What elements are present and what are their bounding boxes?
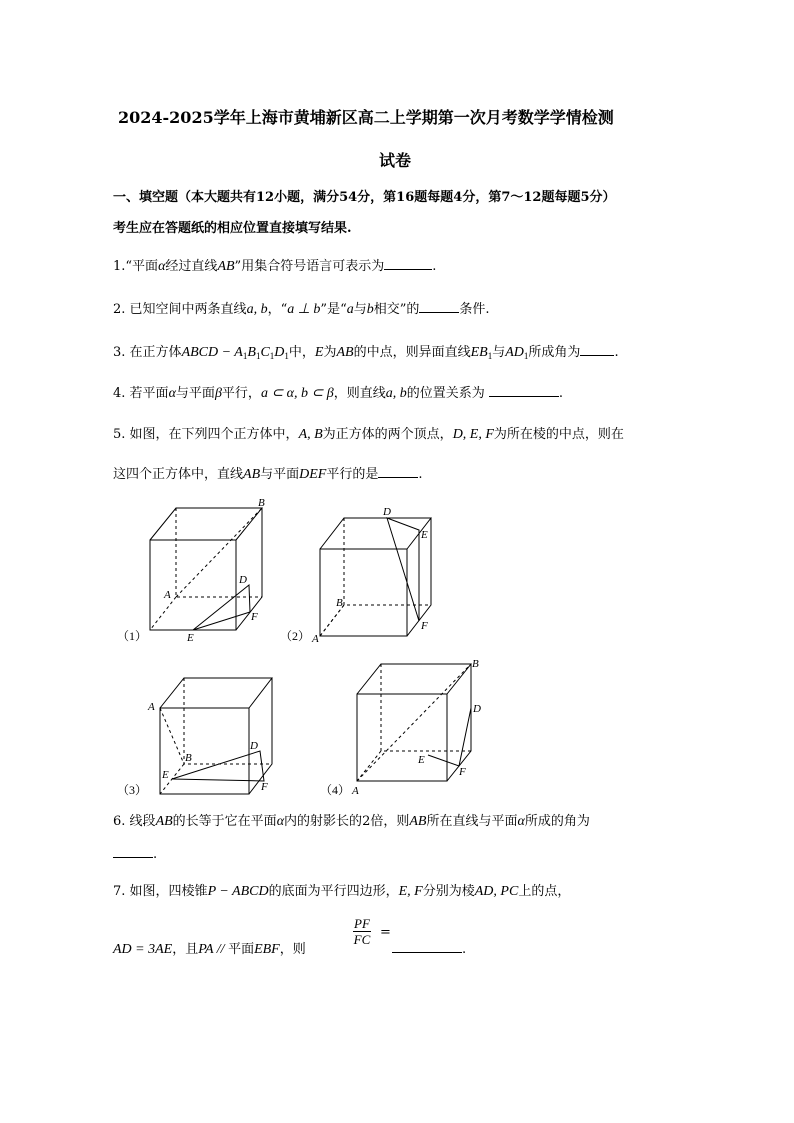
question-4: 4. 若平面α与平面β平行，a ⊂ α, b ⊂ β，则直线a, b的位置关系为 . <box>113 386 564 401</box>
question-1: 1.“平面α经过直线AB”用集合符号语言可表示为 . <box>113 259 437 274</box>
fig1-label-B: B <box>258 497 265 509</box>
fig1-label-A: A <box>164 589 171 601</box>
fig4-caption: （4） <box>320 783 351 797</box>
fig4-label-A: A <box>352 785 359 797</box>
fraction-top: PF <box>354 916 370 931</box>
cube-figure-3 <box>160 678 272 794</box>
fig1-label-E: E <box>187 632 194 644</box>
question-2: 2. 已知空间中两条直线a, b，“a ⊥ b”是“a与b相交”的 条件. <box>113 302 490 317</box>
fraction <box>353 916 371 947</box>
fig3-label-A: A <box>148 701 155 713</box>
question-6-cont: . <box>113 845 157 862</box>
fig2-label-B: B <box>336 597 343 609</box>
fig3-label-B: B <box>185 752 192 764</box>
section-instruction: 考生应在答题纸的相应位置直接填写结果. <box>113 221 352 236</box>
fig3-label-F: F <box>261 781 268 793</box>
section-heading: 一、填空题（本大题共有12小题，满分54分，第16题每题4分，第7～12题每题5分） <box>113 190 616 205</box>
fig2-label-A: A <box>312 633 319 645</box>
fig2-label-F: F <box>421 620 428 632</box>
question-7: 7. 如图，四棱锥P − ABCD的底面为平行四边形，E, F分别为棱AD, PC上的点， <box>113 884 571 899</box>
fig4-label-B: B <box>472 658 479 670</box>
cube-figure-4 <box>357 664 471 781</box>
fig3-label-D: D <box>250 740 258 752</box>
fig1-label-F: F <box>251 611 258 623</box>
answer-blank[interactable] <box>113 845 153 858</box>
fig4-label-D: D <box>473 703 481 715</box>
question-7-cont: AD = 3AE，且PA // 平面EBF，则 <box>113 942 306 957</box>
question-5: 5. 如图，在下列四个正方体中，A, B为正方体的两个顶点，D, E, F为所在棱的中点，则在 <box>113 427 624 442</box>
question-6: 6. 线段AB的长等于它在平面α内的射影长的2倍，则AB所在直线与平面α所成的角为 <box>113 814 590 829</box>
cube-figure-1 <box>150 508 262 630</box>
fig4-label-F: F <box>459 766 466 778</box>
fraction-eq: = <box>380 925 391 940</box>
fig4-label-E: E <box>418 754 425 766</box>
fig1-label-D: D <box>239 574 247 586</box>
answer-blank[interactable] <box>392 940 462 953</box>
fig2-label-D: D <box>383 506 391 518</box>
page-title-cont: 试卷 <box>379 151 412 170</box>
question-7-answer: . <box>392 940 466 957</box>
fraction-bottom: FC <box>353 932 371 947</box>
cube-figure-2 <box>320 518 431 636</box>
fig1-caption: （1） <box>117 629 148 643</box>
q-num: 1. <box>113 259 126 274</box>
page-title: 2024-2025学年上海市黄埔新区高二上学期第一次月考数学学情检测 <box>118 108 614 127</box>
fig3-label-E: E <box>162 769 169 781</box>
fig3-caption: （3） <box>117 783 148 797</box>
fig2-label-E: E <box>421 529 428 541</box>
question-3: 3. 在正方体ABCD − $A_1B_1C_1D_1$中，E为AB的中点，则异面直线$EB_1$与$AD_1$所成角为 . <box>113 345 619 361</box>
fig2-caption: （2） <box>280 629 311 643</box>
question-5-cont: 这四个正方体中，直线AB与平面DEF平行的是 . <box>113 467 423 482</box>
